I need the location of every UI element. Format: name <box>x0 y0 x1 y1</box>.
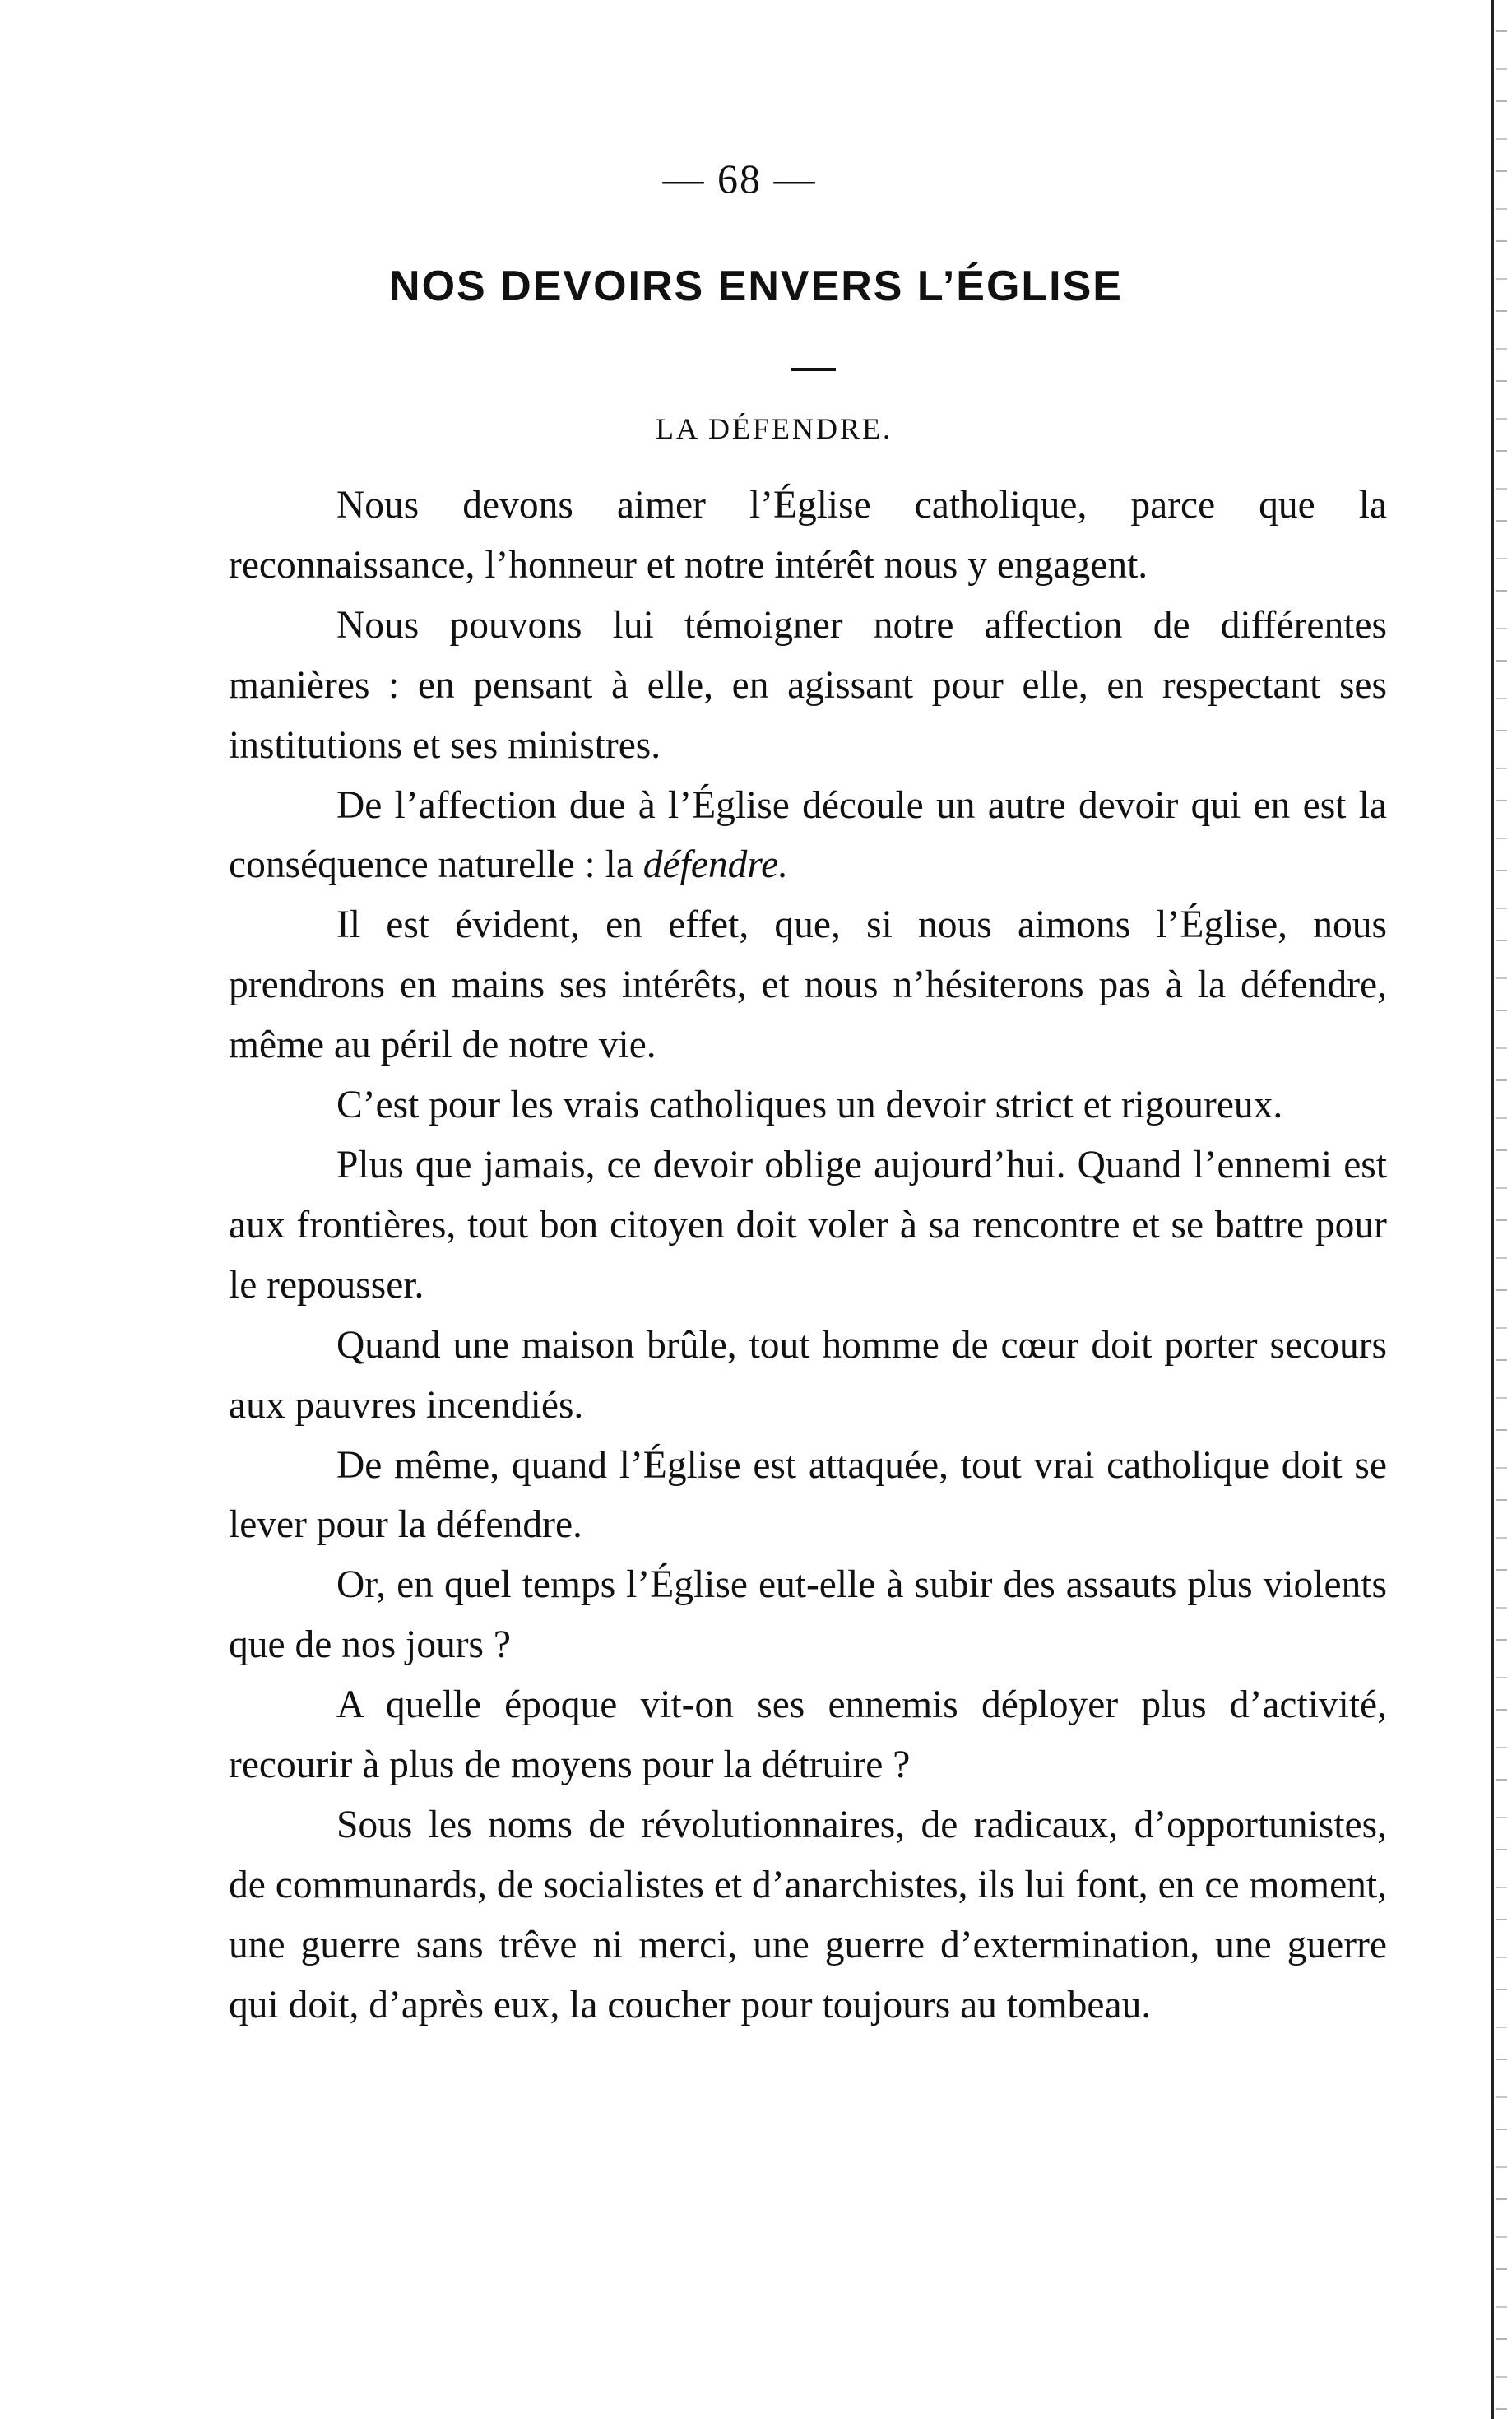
paragraph: Nous devons aimer l’Église catholique, parce que la reconnaissance, l’honneur et notre intérêt nous y engagent. <box>229 484 1387 587</box>
paragraph-text: De l’affection due à l’Église découle un autre devoir qui en est la conséquence naturelle : la <box>229 783 1387 887</box>
emphasized-word: défendre. <box>642 843 789 887</box>
page-number: — 68 — <box>662 156 817 202</box>
paragraph: Or, en quel temps l’Église eut-elle à subir des assauts plus violents que de nos jours ? <box>229 1563 1387 1667</box>
paragraph: A quelle époque vit-on ses ennemis déployer plus d’activité, recourir à plus de moyens pour la détruire ? <box>229 1683 1387 1787</box>
chapter-title: NOS DEVOIRS ENVERS L’ÉGLISE <box>389 262 1123 310</box>
paragraph: Plus que jamais, ce devoir oblige aujourd’hui. Quand l’ennemi est aux frontières, tout bon citoyen doit voler à sa rencontre et se battre pour le repousser. <box>229 1143 1387 1307</box>
page-edge-line <box>1491 0 1494 2419</box>
paragraph: Il est évident, en effet, que, si nous aimons l’Église, nous prendrons en mains ses intérêts, et nous n’hésiterons pas à la défendre, même au péril de notre vie. <box>229 903 1387 1067</box>
paragraph: Sous les noms de révolutionnaires, de radicaux, d’opportunistes, de communards, de socialistes et d’anarchistes, ils lui font, en ce moment, une guerre sans trêve ni merci, une guerre d’extermination, une guerre qui doit, d’après eux, la coucher pour toujours au tombeau. <box>229 1803 1387 2027</box>
page-edge-speckle <box>1496 0 1507 2419</box>
paragraph <box>229 776 1387 896</box>
section-title: LA DÉFENDRE. <box>656 412 893 445</box>
paragraph: C’est pour les vrais catholiques un devoir strict et rigoureux. <box>336 1084 1283 1127</box>
body-text <box>229 476 1387 2036</box>
paragraph: Nous pouvons lui témoigner notre affection de différentes manières : en pensant à elle, en agissant pour elle, en respectant ses institutions et ses ministres. <box>229 603 1387 767</box>
paragraph: De même, quand l’Église est attaquée, tout vrai catholique doit se lever pour la défendre. <box>229 1443 1387 1547</box>
paragraph: Quand une maison brûle, tout homme de cœur doit porter secours aux pauvres incendiés. <box>229 1323 1387 1427</box>
title-divider <box>791 368 836 371</box>
